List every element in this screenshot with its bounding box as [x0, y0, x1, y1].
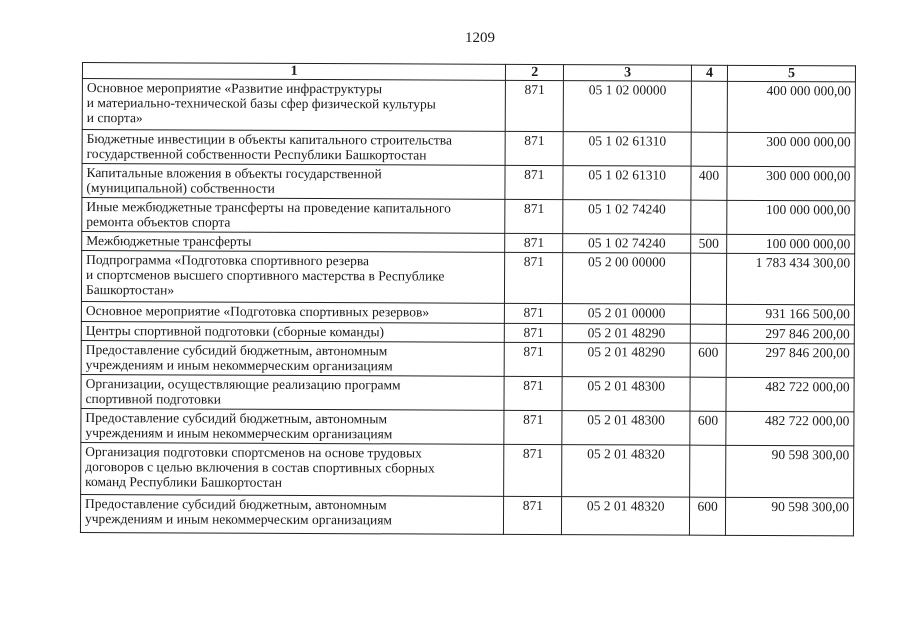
row-ved-cell: 871 [505, 303, 563, 323]
row-sum-cell: 931 166 500,00 [726, 304, 854, 325]
row-ved-cell: 871 [505, 252, 563, 303]
table-row [82, 130, 855, 167]
budget-table [80, 62, 856, 536]
table-row [81, 442, 854, 497]
table-row [81, 408, 854, 445]
row-vr-cell [691, 81, 727, 132]
row-name-cell: Иные межбюджетные трансферты на проведение капитального ремонта объектов спорта [82, 198, 505, 234]
page-number: 1209 [465, 30, 495, 46]
row-name-cell: Основное мероприятие «Развитие инфраструктуры и материально-технической базы сфер физической культуры и спорта» [82, 79, 506, 132]
row-vr-cell: 500 [691, 234, 727, 253]
row-ved-cell: 871 [505, 323, 563, 342]
row-vr-cell [691, 200, 727, 234]
row-csr-cell: 05 2 01 48300 [562, 411, 690, 446]
row-csr-cell: 05 2 01 48300 [562, 377, 690, 412]
row-csr-cell: 05 1 02 61310 [563, 132, 691, 167]
row-name-cell: Предоставление субсидий бюджетным, автономным учреждениям и иным некоммерческим организациям [81, 408, 504, 444]
row-name-cell: Бюджетные инвестиции в объекты капитального строительства государственной собственности Республики Башкортостан [82, 130, 505, 166]
row-vr-cell [690, 445, 726, 497]
row-sum-cell: 297 846 200,00 [726, 343, 854, 378]
row-ved-cell: 871 [505, 165, 563, 199]
table-row [80, 494, 853, 535]
row-sum-cell: 90 598 300,00 [726, 445, 854, 498]
row-name-cell: Предоставление субсидий бюджетным, автономным учреждениям и иным некоммерческим организациям [81, 340, 504, 376]
row-csr-cell: 05 2 01 48290 [563, 324, 691, 344]
header-col-3: 3 [564, 65, 692, 82]
row-sum-cell: 1 783 434 300,00 [726, 253, 854, 305]
row-vr-cell [690, 304, 726, 324]
row-ved-cell: 871 [504, 496, 562, 534]
row-sum-cell: 90 598 300,00 [725, 497, 853, 536]
row-csr-cell: 05 2 01 00000 [563, 304, 691, 325]
row-ved-cell: 871 [504, 444, 562, 496]
table-row [81, 251, 854, 305]
row-csr-cell: 05 2 00 00000 [563, 253, 691, 305]
row-ved-cell: 871 [504, 376, 562, 410]
row-vr-cell: 600 [689, 497, 725, 535]
row-sum-cell: 482 722 000,00 [726, 411, 854, 446]
header-col-4: 4 [691, 65, 727, 81]
row-name-cell: Основное мероприятие «Подготовка спортивных резервов» [81, 301, 504, 323]
table-row [82, 79, 855, 133]
header-col-2: 2 [506, 64, 564, 80]
row-vr-cell: 600 [690, 343, 726, 377]
row-ved-cell: 871 [505, 131, 563, 165]
row-csr-cell: 05 2 01 48320 [562, 497, 690, 536]
row-name-cell: Организации, осуществляющие реализацию программ спортивной подготовки [81, 374, 504, 410]
row-ved-cell: 871 [504, 410, 562, 444]
row-sum-cell: 100 000 000,00 [727, 234, 855, 254]
row-sum-cell: 482 722 000,00 [726, 377, 854, 412]
table-row [81, 340, 854, 377]
header-col-1: 1 [82, 63, 505, 81]
row-vr-cell: 400 [691, 166, 727, 200]
table-row [82, 164, 855, 201]
row-ved-cell: 871 [505, 233, 563, 252]
row-name-cell: Межбюджетные трансферты [82, 232, 505, 253]
row-name-cell: Организация подготовки спортсменов на основе трудовых договоров с целью включения в состав спортивных сборных команд Республики Башкортостан [81, 442, 505, 496]
header-col-5: 5 [727, 65, 855, 82]
row-csr-cell: 05 1 02 61310 [563, 166, 691, 201]
row-csr-cell: 05 2 01 48320 [562, 445, 690, 498]
row-ved-cell: 871 [504, 342, 562, 376]
row-csr-cell: 05 2 01 48290 [562, 343, 690, 378]
row-csr-cell: 05 1 02 74240 [563, 234, 691, 254]
row-ved-cell: 871 [506, 80, 564, 131]
row-vr-cell [691, 132, 727, 166]
table-row [81, 374, 854, 411]
row-vr-cell: 600 [690, 411, 726, 445]
row-sum-cell: 300 000 000,00 [727, 166, 855, 201]
row-sum-cell: 400 000 000,00 [727, 81, 855, 133]
row-ved-cell: 871 [505, 199, 563, 233]
row-csr-cell: 05 1 02 00000 [563, 81, 691, 133]
row-name-cell: Центры спортивной подготовки (сборные команды) [81, 321, 504, 342]
row-name-cell: Предоставление субсидий бюджетным, автономным учреждениям и иным некоммерческим организациям [80, 494, 503, 534]
row-name-cell: Капитальные вложения в объекты государственной (муниципальной) собственности [82, 164, 505, 200]
row-csr-cell: 05 1 02 74240 [563, 200, 691, 235]
row-vr-cell [690, 253, 726, 304]
row-sum-cell: 297 846 200,00 [726, 324, 854, 344]
row-sum-cell: 100 000 000,00 [727, 200, 855, 235]
table-row [82, 198, 855, 235]
row-vr-cell [690, 377, 726, 411]
row-sum-cell: 300 000 000,00 [727, 132, 855, 167]
row-vr-cell [690, 324, 726, 343]
row-name-cell: Подпрограмма «Подготовка спортивного резерва и спортсменов высшего спортивного мастерства в Республике Башкортостан» [81, 251, 505, 304]
